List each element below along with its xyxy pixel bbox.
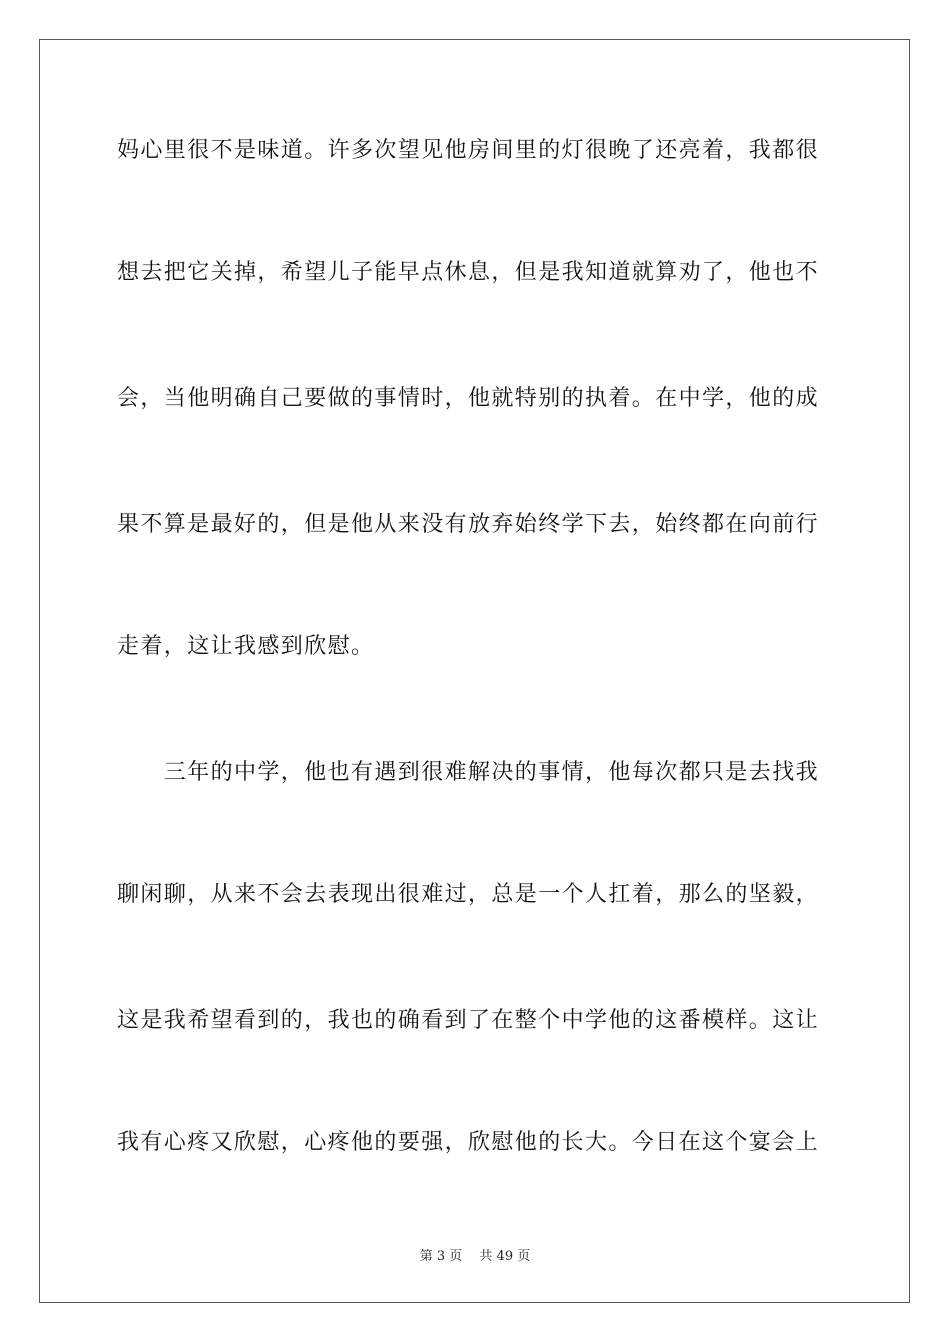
text-line: 这是我希望看到的，我也的确看到了在整个中学他的这番模样。这让 <box>117 1008 820 1033</box>
text-line: 聊闲聊，从来不会去表现出很难过，总是一个人扛着，那么的坚毅， <box>117 882 820 907</box>
text-line: 三年的中学，他也有遇到很难解决的事情，他每次都只是去找我 <box>117 760 820 785</box>
text-line: 走着，这让我感到欣慰。 <box>117 634 375 659</box>
text-line: 果不算是最好的，但是他从来没有放弃始终学下去，始终都在向前行 <box>117 512 820 537</box>
text-line: 我有心疼又欣慰，心疼他的要强，欣慰他的长大。今日在这个宴会上 <box>117 1130 820 1155</box>
text-line: 想去把它关掉，希望儿子能早点休息，但是我知道就算劝了，他也不 <box>117 260 820 285</box>
page-number-label: 第 3 页 共 49 页 <box>419 1249 531 1264</box>
text-line: 妈心里很不是味道。许多次望见他房间里的灯很晚了还亮着，我都很 <box>117 138 820 163</box>
text-line: 会，当他明确自己要做的事情时，他就特别的执着。在中学，他的成 <box>117 386 820 411</box>
page-footer <box>0 1248 950 1266</box>
page-border <box>39 39 910 1303</box>
